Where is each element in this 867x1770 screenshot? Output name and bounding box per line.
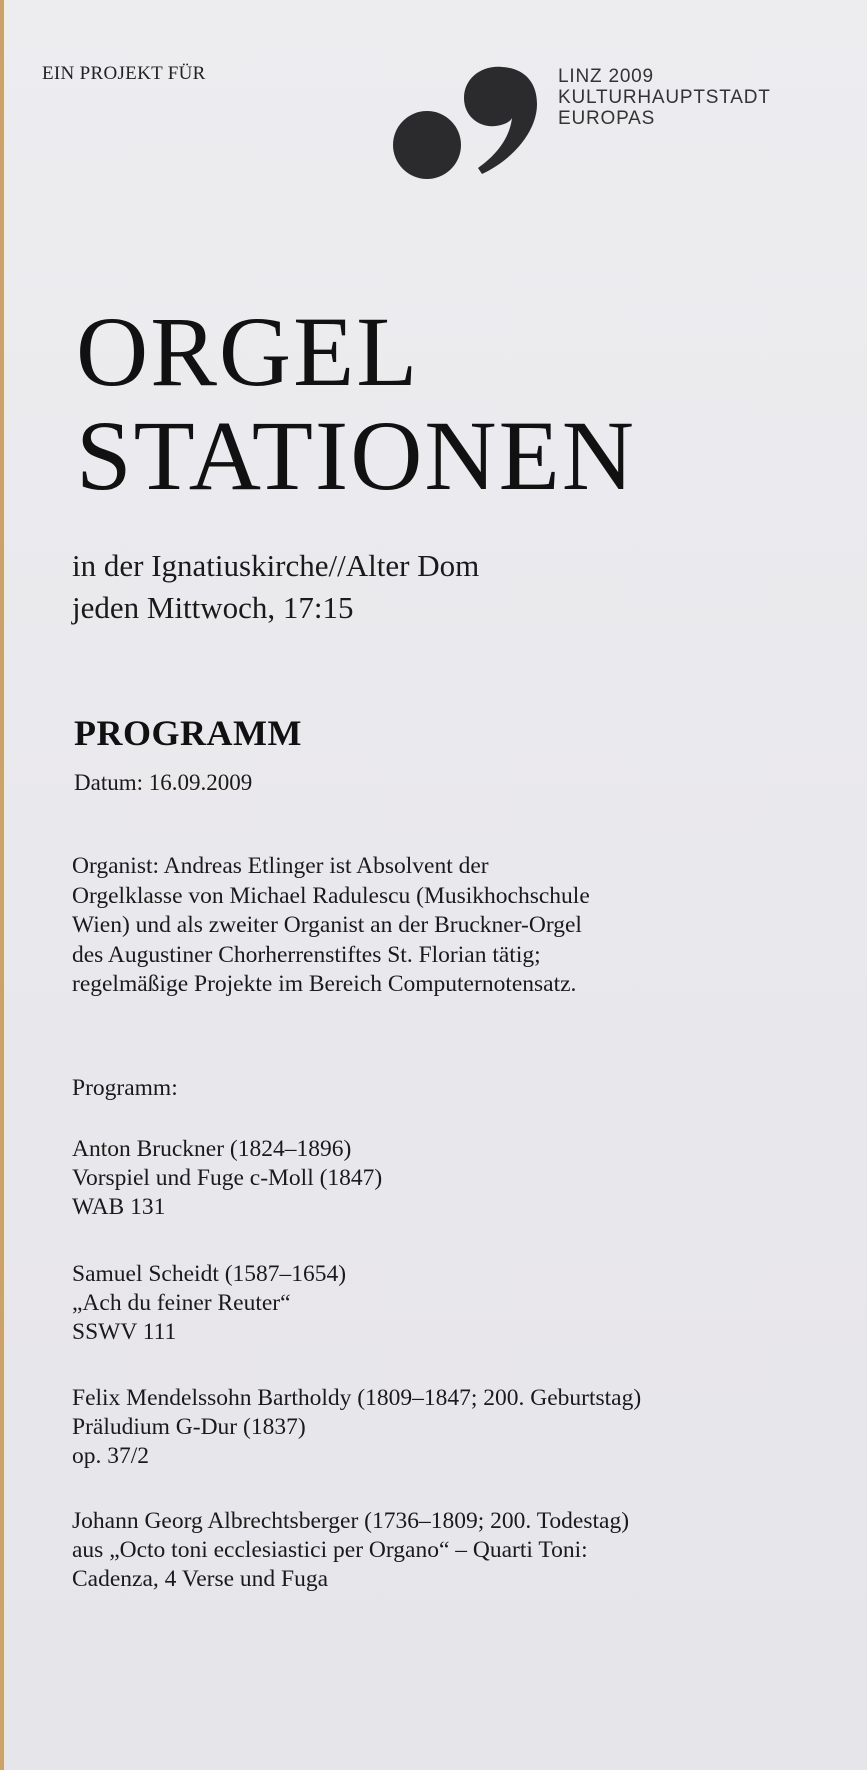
piece-catalog: Cadenza, 4 Verse und Fuga bbox=[72, 1566, 329, 1592]
piece-work: Präludium G-Dur (1837) bbox=[72, 1414, 306, 1440]
title-line: STATIONEN bbox=[76, 400, 636, 511]
program-item bbox=[72, 1135, 382, 1222]
piece-catalog: SSWV 111 bbox=[72, 1319, 177, 1345]
program-list-label: Programm: bbox=[72, 1075, 178, 1101]
piece-catalog: op. 37/2 bbox=[72, 1443, 150, 1469]
linz-2009-logo-icon bbox=[392, 60, 542, 185]
piece-composer: Felix Mendelssohn Bartholdy (1809–1847; 200. Geburtstag) bbox=[72, 1385, 642, 1411]
title-line: ORGEL bbox=[76, 296, 420, 407]
program-item bbox=[72, 1260, 346, 1347]
page-title bbox=[76, 296, 636, 511]
program-heading: PROGRAMM bbox=[74, 713, 302, 753]
project-label: EIN PROJEKT FÜR bbox=[42, 63, 206, 84]
piece-catalog: WAB 131 bbox=[72, 1194, 166, 1220]
piece-composer: Samuel Scheidt (1587–1654) bbox=[72, 1261, 347, 1287]
date-line: Datum: 16.09.2009 bbox=[74, 770, 253, 795]
organist-bio bbox=[72, 852, 590, 1000]
logo-text-line: LINZ 2009 bbox=[558, 66, 654, 87]
program-item bbox=[72, 1507, 629, 1594]
bio-line: regelmäßige Projekte im Bereich Computernotensatz. bbox=[72, 971, 577, 997]
bio-line: des Augustiner Chorherrenstiftes St. Florian tätig; bbox=[72, 941, 541, 968]
logo-text bbox=[558, 66, 771, 129]
logo-text-line: EUROPAS bbox=[558, 108, 656, 129]
bio-line: Organist: Andreas Etlinger ist Absolvent der bbox=[72, 853, 489, 879]
logo-text-line: KULTURHAUPTSTADT bbox=[558, 87, 771, 108]
bio-line: Orgelklasse von Michael Radulescu (Musikhochschule bbox=[72, 882, 590, 909]
piece-work: aus „Octo toni ecclesiastici per Organo“ – Quarti Toni: bbox=[72, 1537, 588, 1563]
piece-composer: Anton Bruckner (1824–1896) bbox=[72, 1136, 352, 1162]
venue-place: in der Ignatiuskirche//Alter Dom bbox=[72, 548, 480, 583]
venue-time: jeden Mittwoch, 17:15 bbox=[72, 590, 354, 625]
piece-work: Vorspiel und Fuge c-Moll (1847) bbox=[72, 1165, 383, 1191]
bio-line: Wien) und als zweiter Organist an der Bruckner-Orgel bbox=[72, 912, 582, 938]
piece-work: „Ach du feiner Reuter“ bbox=[72, 1290, 291, 1316]
venue-info bbox=[72, 545, 479, 629]
program-item bbox=[72, 1384, 641, 1471]
piece-composer: Johann Georg Albrechtsberger (1736–1809; 200. Todestag) bbox=[72, 1508, 630, 1534]
